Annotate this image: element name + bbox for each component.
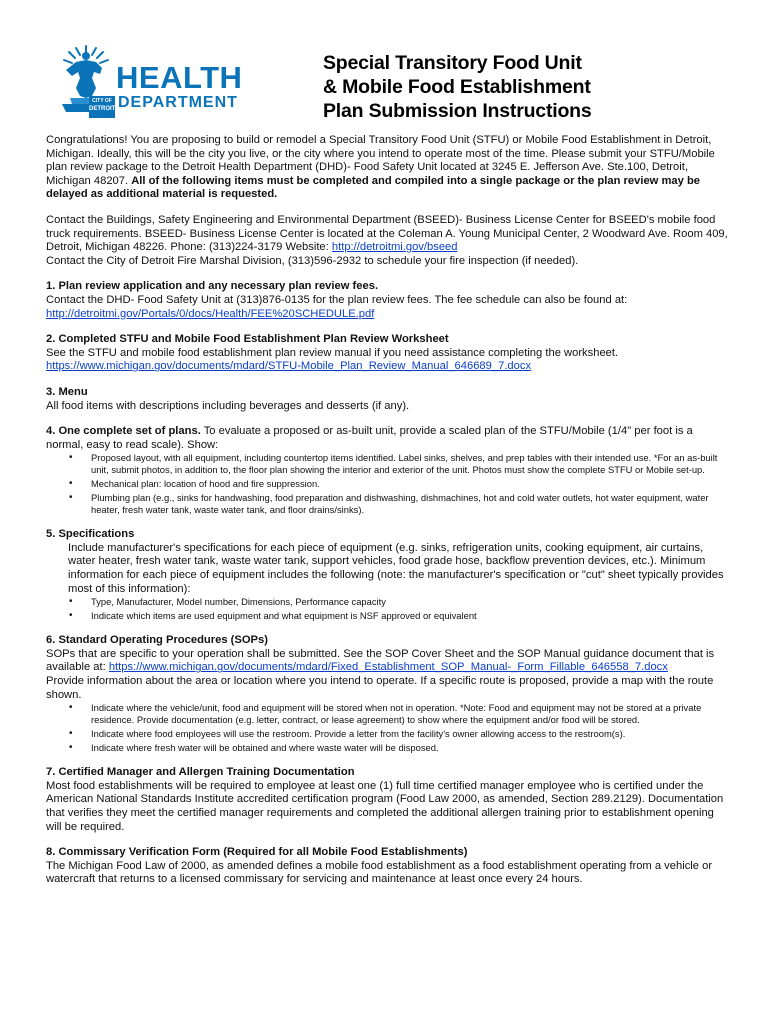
section-8-text: The Michigan Food Law of 2000, as amended defines a mobile food establishment as a food establishment operating from a vehicle or watercraft that returns to a licensed commissary for servicing and maintenance at least once every 24 hours. [46,859,713,886]
logo-badge-detroit-text: DETROIT [89,106,116,112]
list-item: • Proposed layout, with all equipment, including countertop items identified. Label sinks, shelves, and prep tables with their intended use. *For an as-built unit, submit photos, in addition to, the floor plan showing the interior and exterior of the unit. Photos must show the complete STFU or Mobile set-up. [91,452,730,476]
health-department-logo [56,44,266,124]
section-7 [46,766,730,834]
title-line-2: & Mobile Food Establishment [323,76,591,98]
title-line-3: Plan Submission Instructions [323,100,592,122]
plan-review-manual-link[interactable]: https://www.michigan.gov/documents/mdard/STFU-Mobile_Plan_Review_Manual_646689_7.docx [46,360,532,373]
logo-department-text: DEPARTMENT [118,94,238,111]
section-1-heading: 1. Plan review application and any necessary plan review fees. [46,280,379,293]
section-4 [46,425,730,516]
section-8 [46,846,730,887]
section-6-text-a: SOPs that are specific to your operation shall be submitted. See the SOP Cover Sheet and the SOP Manual guidance document that is available at: [46,647,715,674]
section-4-bullet-list [46,452,730,516]
logo-badge-city-text: CITY OF [92,98,112,104]
section-3 [46,386,730,413]
fire-marshal-contact: Contact the City of Detroit Fire Marshal Division, (313)596-2932 to schedule your fire inspection (if needed). [46,254,579,267]
section-6 [46,634,730,754]
fee-schedule-link[interactable]: http://detroitmi.gov/Portals/0/docs/Health/FEE%20SCHEDULE.pdf [46,307,375,320]
section-7-heading: 7. Certified Manager and Allergen Training Documentation [46,766,355,779]
document-header [0,0,770,125]
section-6-text-b: Provide information about the area or location where you intend to operate. If a specific route is proposed, provide a map with the route shown. [46,675,714,701]
section-1 [46,280,730,321]
intro-text: Congratulations! You are proposing to build or remodel a Special Transitory Food Unit (STFU) or Mobile Food Establishment in Detroit, Michigan. Ideally, this will be the city you live, or the city where you intend to operate most of the time. Please submit your STFU/Mobile plan review package to the Detroit Health Department (DHD)- Food Safety Unit located at 3245 E. Jefferson Ave. Ste.100, Detroit, Michigan 48207. [46,134,715,187]
section-2 [46,333,730,374]
section-4-heading: 4. One complete set of plans. [46,425,201,438]
section-6-text [46,648,730,675]
title-line-1: Special Transitory Food Unit [323,52,582,74]
list-item: • Indicate where fresh water will be obtained and where waste water will be disposed. [91,742,730,754]
list-item: • Type, Manufacturer, Model number, Dimensions, Performance capacity [91,596,730,608]
section-5-bullet-list [46,596,730,622]
document-title [323,51,743,123]
bseed-contact-text: Contact the Buildings, Safety Engineering and Environmental Department (BSEED)- Business License Center for BSEED's mobile food truck requirements. BSEED- Business License Center is located at the Coleman A. Young Municipal Center, 2 Woodward Ave. Room 409, Detroit, Michigan 48226. Phone: (313)224-3179 Website: [46,213,728,254]
section-1-text: Contact the DHD- Food Safety Unit at (313)876-0135 for the plan review fees. The fee schedule can also be found at: [46,293,628,306]
section-4-paragraph [46,425,730,452]
bseed-contact-paragraph [46,214,730,255]
section-2-heading: 2. Completed STFU and Mobile Food Establishment Plan Review Worksheet [46,333,449,346]
section-7-text: Most food establishments will be required to employee at least one (1) full time certified manager employee who is certified under the American National Standards Institute accredited certification program (Food Law 2000, as amended, Section 289.2129). Documentation that verifies they meet the certified manager requirements and completed the additional allergen training prior to establishment opening will be required. [46,779,724,833]
section-5 [46,528,730,622]
logo-city-badge [89,96,115,118]
section-5-text: Include manufacturer's specifications for each piece of equipment (e.g. sinks, refrigeration units, cooking equipment, air curtains, water heater, fresh water tank, waste water tank, support vehicles, food grade hose, backflow prevention devices, etc.). Minimum information for each piece of equipment includes the following (note: the manufacturer's specification or "cut" sheet typically provides most of this information): [68,541,724,595]
section-8-heading: 8. Commissary Verification Form (Required for all Mobile Food Establishments) [46,846,468,859]
list-item: • Indicate where food employees will use the restroom. Provide a letter from the facility's owner allowing access to the restroom(s). [91,728,730,740]
list-item: • Indicate which items are used equipment and what equipment is NSF approved or equivalent [91,610,730,622]
section-4-text: To evaluate a proposed or as-built unit, provide a scaled plan of the STFU/Mobile (1/4" per foot is a normal, easy to read scale). Show: [46,425,693,451]
section-3-text: All food items with descriptions including beverages and desserts (if any). [46,399,410,412]
bseed-website-link[interactable]: http://detroitmi.gov/bseed [331,241,458,254]
section-3-heading: 3. Menu [46,385,88,398]
intro-bold-text: All of the following items must be completed and compiled into a single package or the plan review may be delayed as additional material is requested. [46,174,701,201]
document-body [46,134,730,899]
logo-health-text: HEALTH [116,60,243,95]
list-item: • Indicate where the vehicle/unit, food and equipment will be stored when not in operation. *Note: Food and equipment may not be stored at a private residence. Provide documentation (e.g. letter, contract, or lease agreement) to show where the equipment and/or food will be stored. [91,702,730,726]
list-item: • Plumbing plan (e.g., sinks for handwashing, food preparation and dishwashing, dishmachines, hot and cold water outlets, hot water equipment, water heater, fresh water tank, waste water tank, and floor drains/sinks). [91,492,730,516]
section-6-heading: 6. Standard Operating Procedures (SOPs) [46,634,268,647]
section-6-bullet-list [46,702,730,754]
intro-paragraph [46,134,730,202]
section-2-text: See the STFU and mobile food establishment plan review manual if you need assistance completing the worksheet. [46,346,619,359]
sop-manual-link[interactable]: https://www.michigan.gov/documents/mdard/Fixed_Establishment_SOP_Manual-_Form_Fillable_646558_7.docx [108,661,668,674]
section-5-heading: 5. Specifications [46,528,135,541]
list-item: • Mechanical plan: location of hood and fire suppression. [91,478,730,490]
